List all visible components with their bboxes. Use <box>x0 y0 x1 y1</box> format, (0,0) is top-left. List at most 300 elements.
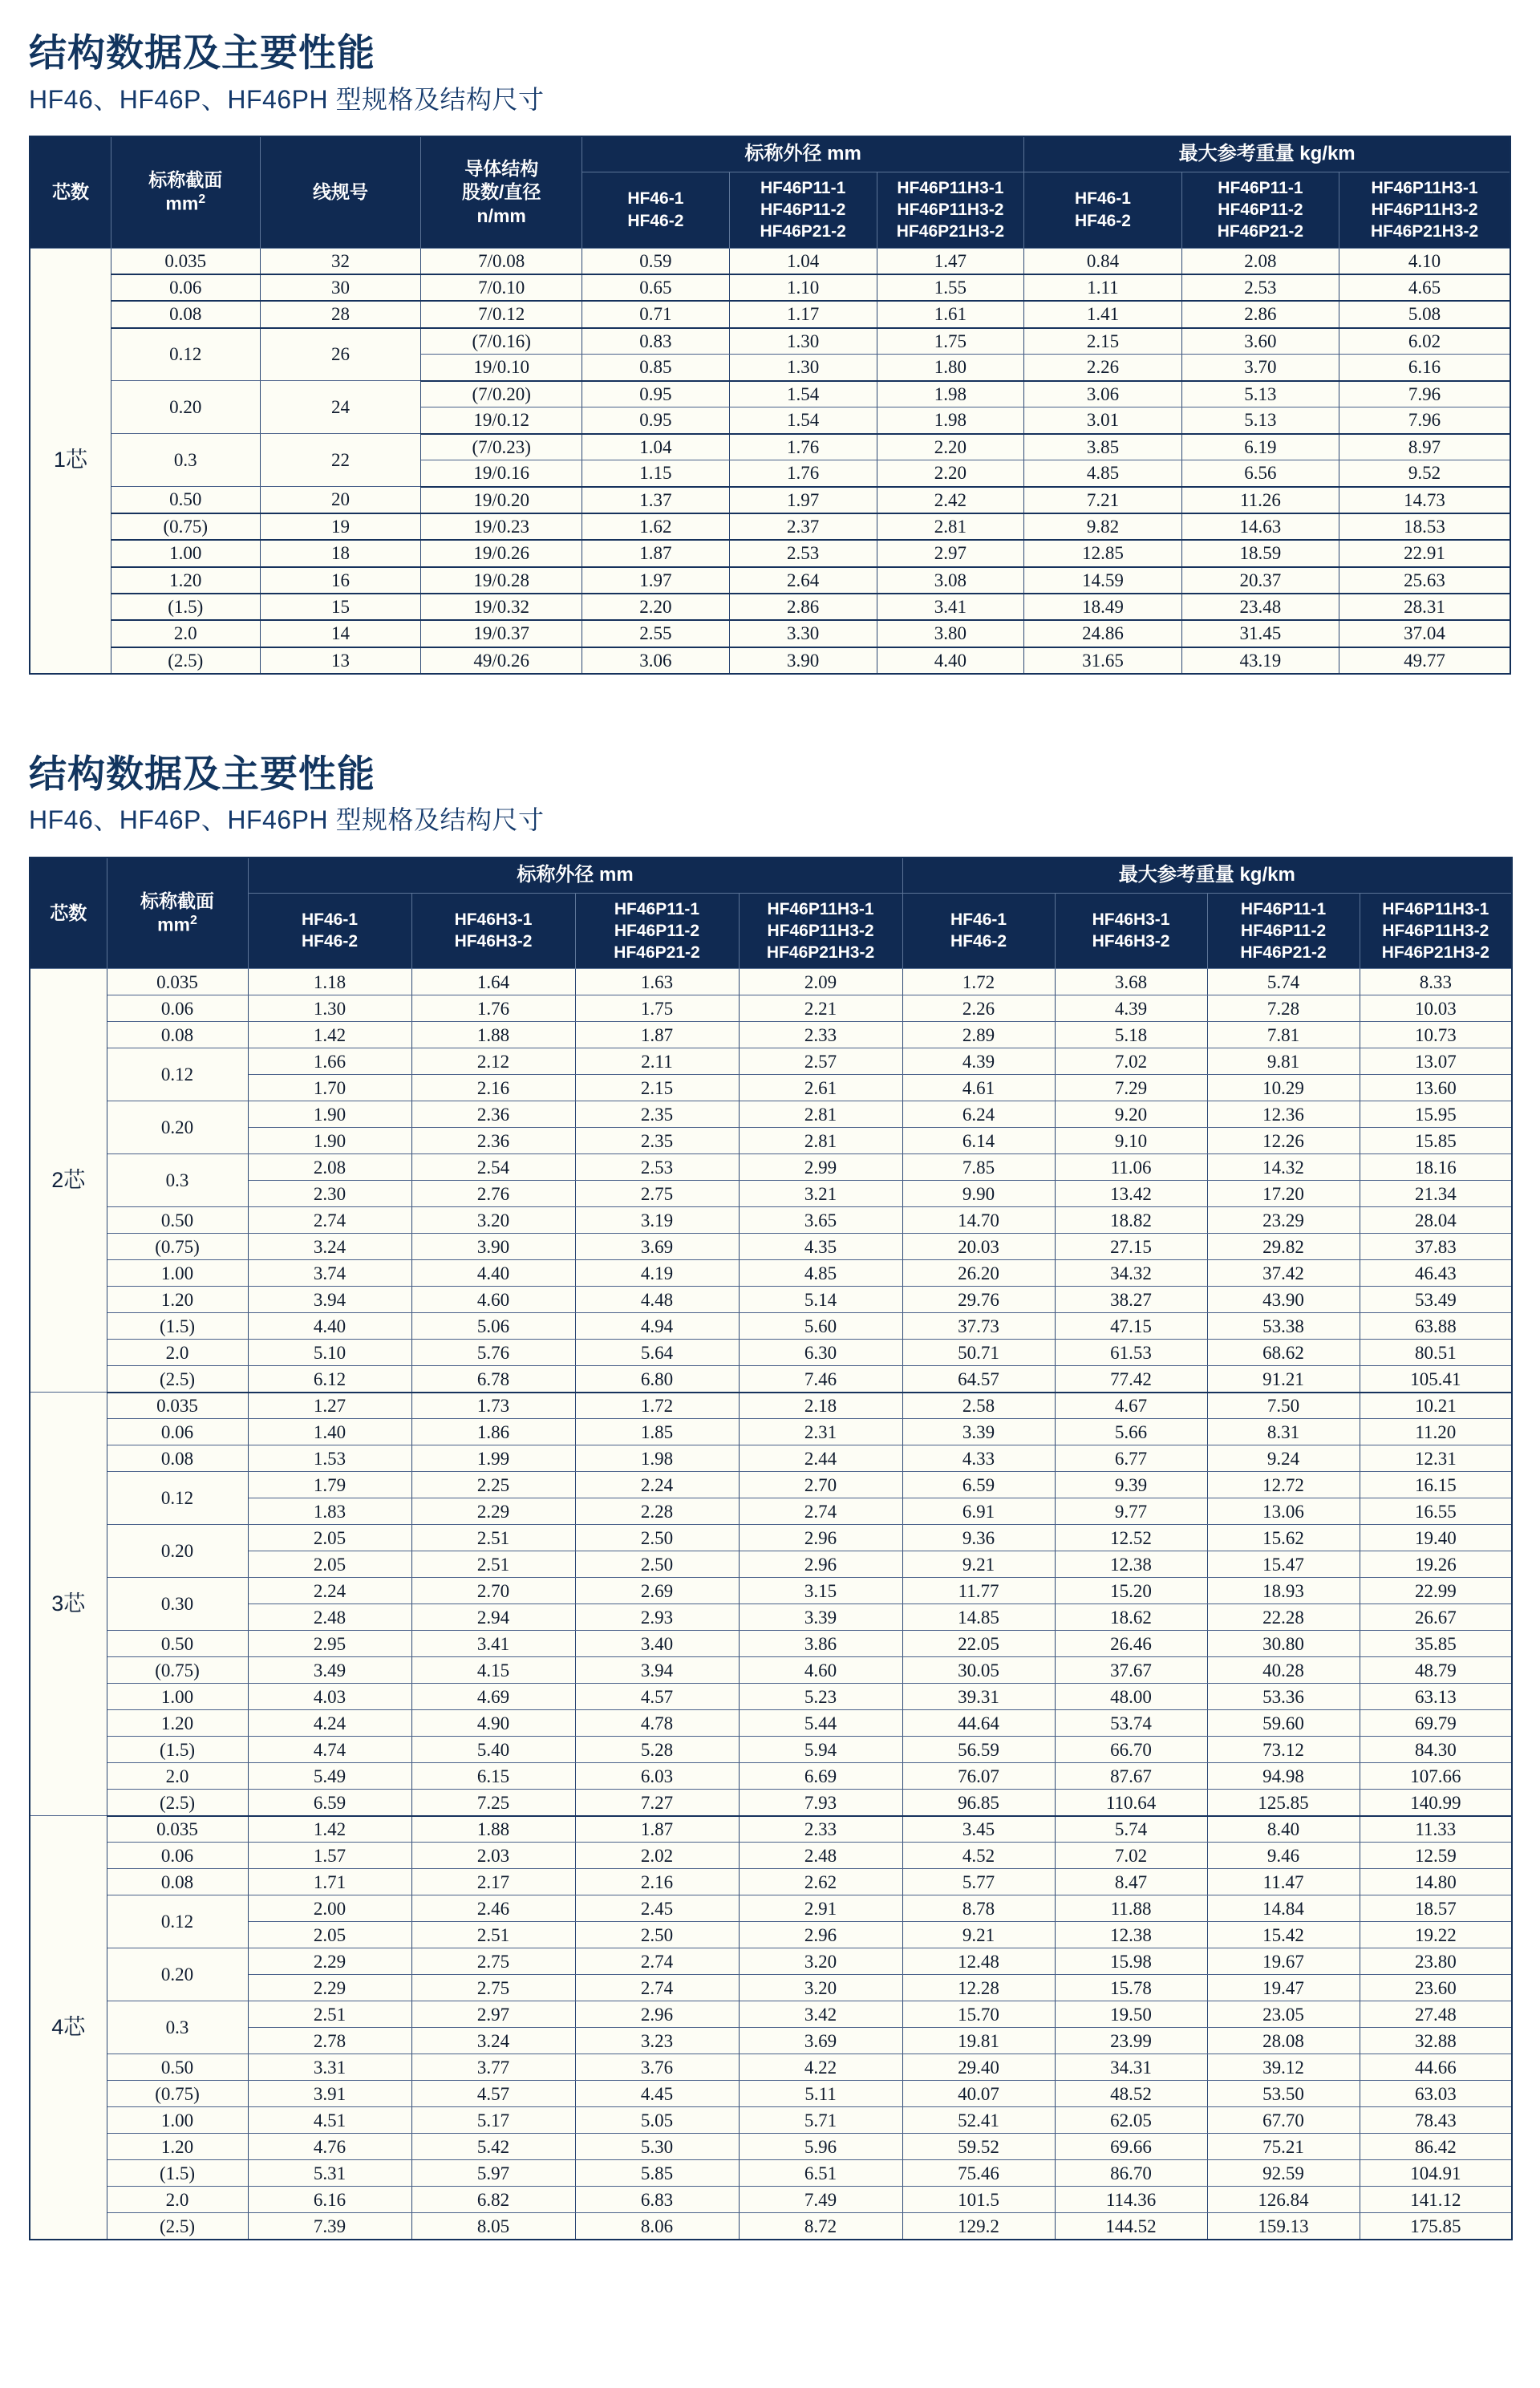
table-row <box>30 1551 1512 1578</box>
cell-weight-1: 3.06 <box>1024 381 1181 407</box>
cell-weight-1: 9.21 <box>902 1551 1055 1578</box>
cell-weight-2: 3.70 <box>1181 355 1339 381</box>
cell-weight-2: 61.53 <box>1055 1340 1207 1366</box>
cell-od-2: 2.70 <box>411 1578 575 1604</box>
cell-od-3: 2.93 <box>575 1604 739 1631</box>
cell-od-1: 2.51 <box>248 2001 411 2028</box>
cell-weight-2: 12.52 <box>1055 1525 1207 1551</box>
cell-weight-4: 105.41 <box>1360 1366 1512 1393</box>
th-od-col3-2 <box>575 893 739 969</box>
cell-weight-3: 7.50 <box>1207 1393 1360 1419</box>
cell-weight-2: 8.47 <box>1055 1869 1207 1895</box>
table-row <box>30 1975 1512 2001</box>
cell-od-1: 1.40 <box>248 1419 411 1445</box>
table-1-header-row-1 <box>30 136 1510 172</box>
cell-weight-2: 9.39 <box>1055 1472 1207 1498</box>
cell-weight-3: 5.74 <box>1207 969 1360 995</box>
spec-table-2 <box>29 857 1513 2240</box>
cell-weight-1: 9.90 <box>902 1181 1055 1207</box>
cell-od-2: 3.30 <box>729 620 877 647</box>
cell-od-3: 2.20 <box>877 434 1024 460</box>
cell-weight-1: 14.59 <box>1024 567 1181 594</box>
cell-od-3: 5.30 <box>575 2134 739 2160</box>
cell-weight-2: 23.99 <box>1055 2028 1207 2054</box>
table-row <box>30 2054 1512 2081</box>
cell-od-3: 1.98 <box>877 407 1024 434</box>
cell-weight-4: 80.51 <box>1360 1340 1512 1366</box>
cell-od-4: 4.85 <box>739 1260 902 1287</box>
cell-od-4: 3.20 <box>739 1975 902 2001</box>
cell-nominal-section: 2.0 <box>107 2187 248 2213</box>
cell-wire-gauge: 14 <box>260 620 421 647</box>
cell-weight-1: 50.71 <box>902 1340 1055 1366</box>
cell-od-1: 4.74 <box>248 1737 411 1763</box>
cell-od-4: 3.39 <box>739 1604 902 1631</box>
table-2-head <box>30 857 1512 969</box>
cell-od-3: 4.78 <box>575 1710 739 1737</box>
cell-weight-3: 18.93 <box>1207 1578 1360 1604</box>
cell-od-2: 2.46 <box>411 1895 575 1922</box>
cell-weight-2: 86.70 <box>1055 2160 1207 2187</box>
cell-od-3: 3.76 <box>575 2054 739 2081</box>
cell-weight-3: 8.31 <box>1207 1419 1360 1445</box>
cell-weight-2: 12.38 <box>1055 1551 1207 1578</box>
cell-od-1: 1.37 <box>582 487 730 513</box>
cell-nominal-section: 0.3 <box>107 2001 248 2054</box>
cell-od-3: 1.72 <box>575 1393 739 1419</box>
table-row <box>30 1790 1512 1816</box>
cell-nominal-section: (1.5) <box>111 594 260 620</box>
cell-od-1: 1.79 <box>248 1472 411 1498</box>
cell-weight-3: 59.60 <box>1207 1710 1360 1737</box>
table-row <box>30 2134 1512 2160</box>
cell-conductor-structure: 7/0.10 <box>421 274 582 301</box>
cell-weight-3: 91.21 <box>1207 1366 1360 1393</box>
cell-nominal-section: 0.08 <box>107 1869 248 1895</box>
cell-weight-2: 15.78 <box>1055 1975 1207 2001</box>
th-w-col3-models-1: HF46P11H3-1 HF46P11H3-2 HF46P21H3-2 <box>1370 178 1479 241</box>
cell-od-3: 1.87 <box>575 1816 739 1843</box>
cell-weight-1: 29.76 <box>902 1287 1055 1313</box>
cell-nominal-section: (2.5) <box>107 1366 248 1393</box>
cell-od-3: 8.06 <box>575 2213 739 2240</box>
cell-od-3: 2.11 <box>575 1048 739 1075</box>
cell-nominal-section: 0.08 <box>107 1022 248 1048</box>
cell-nominal-section: 0.06 <box>111 274 260 301</box>
cell-weight-1: 101.5 <box>902 2187 1055 2213</box>
cell-od-3: 2.74 <box>575 1948 739 1975</box>
cell-od-3: 3.41 <box>877 594 1024 620</box>
cell-weight-2: 5.66 <box>1055 1419 1207 1445</box>
cell-weight-2: 6.19 <box>1181 434 1339 460</box>
cell-od-2: 2.75 <box>411 1948 575 1975</box>
cell-weight-4: 11.33 <box>1360 1816 1512 1843</box>
cell-od-4: 6.69 <box>739 1763 902 1790</box>
cell-od-2: 2.12 <box>411 1048 575 1075</box>
cell-weight-3: 53.50 <box>1207 2081 1360 2107</box>
th-nominal-section-1 <box>111 136 260 248</box>
page-title-2: 结构数据及主要性能 <box>29 752 375 795</box>
cell-od-1: 1.90 <box>248 1101 411 1128</box>
cell-weight-2: 14.63 <box>1181 513 1339 540</box>
cell-od-4: 2.99 <box>739 1154 902 1181</box>
cell-weight-4: 44.66 <box>1360 2054 1512 2081</box>
section-2 <box>29 753 1511 2240</box>
cell-od-3: 1.80 <box>877 355 1024 381</box>
cell-weight-3: 23.05 <box>1207 2001 1360 2028</box>
cell-od-3: 1.98 <box>877 381 1024 407</box>
cell-weight-1: 2.26 <box>902 995 1055 1022</box>
cell-od-3: 1.47 <box>877 248 1024 274</box>
cell-weight-1: 3.85 <box>1024 434 1181 460</box>
cell-core-label: 1芯 <box>30 248 111 674</box>
cell-weight-3: 14.32 <box>1207 1154 1360 1181</box>
table-row <box>30 328 1510 355</box>
th-w-col2-models-1: HF46P11-1 HF46P11-2 HF46P21-2 <box>1217 178 1304 241</box>
cell-weight-1: 12.85 <box>1024 540 1181 566</box>
th-w-col1-1 <box>1024 172 1181 248</box>
cell-weight-2: 26.46 <box>1055 1631 1207 1657</box>
cell-od-3: 2.50 <box>575 1551 739 1578</box>
cell-od-4: 2.96 <box>739 1551 902 1578</box>
cell-od-4: 2.96 <box>739 1922 902 1948</box>
cell-weight-1: 39.31 <box>902 1684 1055 1710</box>
cell-od-3: 1.98 <box>575 1445 739 1472</box>
cell-weight-3: 73.12 <box>1207 1737 1360 1763</box>
cell-conductor-structure: (7/0.20) <box>421 381 582 407</box>
cell-nominal-section: 0.08 <box>111 301 260 327</box>
table-row <box>30 540 1510 566</box>
cell-od-2: 4.60 <box>411 1287 575 1313</box>
cell-od-1: 5.49 <box>248 1763 411 1790</box>
cell-od-1: 3.74 <box>248 1260 411 1287</box>
cell-weight-4: 21.34 <box>1360 1181 1512 1207</box>
cell-od-4: 5.94 <box>739 1737 902 1763</box>
th-nominal-section-unit-1: mm <box>165 193 199 215</box>
cell-od-1: 0.59 <box>582 248 730 274</box>
cell-weight-1: 96.85 <box>902 1790 1055 1816</box>
cell-weight-4: 11.20 <box>1360 1419 1512 1445</box>
cell-od-2: 5.97 <box>411 2160 575 2187</box>
cell-weight-1: 0.84 <box>1024 248 1181 274</box>
cell-od-2: 1.88 <box>411 1022 575 1048</box>
cell-weight-4: 19.40 <box>1360 1525 1512 1551</box>
cell-od-2: 5.76 <box>411 1340 575 1366</box>
cell-weight-3: 6.16 <box>1339 355 1510 381</box>
cell-conductor-structure: 7/0.12 <box>421 301 582 327</box>
cell-od-2: 4.15 <box>411 1657 575 1684</box>
cell-weight-1: 2.26 <box>1024 355 1181 381</box>
th-od-col1-1 <box>582 172 730 248</box>
cell-od-1: 0.71 <box>582 301 730 327</box>
cell-weight-3: 12.26 <box>1207 1128 1360 1154</box>
cell-weight-1: 3.45 <box>902 1816 1055 1843</box>
table-row <box>30 1366 1512 1393</box>
cell-od-1: 2.00 <box>248 1895 411 1922</box>
th-weight-group-1: 最大参考重量 kg/km <box>1024 136 1510 172</box>
cell-od-4: 7.49 <box>739 2187 902 2213</box>
cell-wire-gauge: 32 <box>260 248 421 274</box>
cell-core-label: 4芯 <box>30 1816 107 2240</box>
cell-nominal-section: (0.75) <box>107 1234 248 1260</box>
table-row <box>30 2028 1512 2054</box>
cell-weight-3: 49.77 <box>1339 647 1510 674</box>
cell-nominal-section: 0.035 <box>111 248 260 274</box>
cell-od-2: 6.78 <box>411 1366 575 1393</box>
cell-od-4: 4.22 <box>739 2054 902 2081</box>
cell-weight-3: 39.12 <box>1207 2054 1360 2081</box>
cell-nominal-section: 0.30 <box>107 1578 248 1631</box>
cell-od-1: 3.91 <box>248 2081 411 2107</box>
cell-od-1: 0.65 <box>582 274 730 301</box>
cell-nominal-section: 0.20 <box>107 1525 248 1578</box>
cell-od-1: 1.30 <box>248 995 411 1022</box>
table-row <box>30 1657 1512 1684</box>
cell-weight-2: 69.66 <box>1055 2134 1207 2160</box>
cell-od-1: 1.57 <box>248 1843 411 1869</box>
cell-od-3: 1.61 <box>877 301 1024 327</box>
cell-od-2: 1.64 <box>411 969 575 995</box>
cell-od-1: 7.39 <box>248 2213 411 2240</box>
cell-od-2: 1.54 <box>729 407 877 434</box>
cell-od-3: 3.19 <box>575 1207 739 1234</box>
cell-weight-2: 38.27 <box>1055 1287 1207 1313</box>
table-row <box>30 1869 1512 1895</box>
cell-weight-4: 26.67 <box>1360 1604 1512 1631</box>
table-row <box>30 1737 1512 1763</box>
table-row <box>30 594 1510 620</box>
cell-weight-2: 20.37 <box>1181 567 1339 594</box>
cell-od-3: 1.63 <box>575 969 739 995</box>
cell-weight-2: 114.36 <box>1055 2187 1207 2213</box>
cell-od-4: 8.72 <box>739 2213 902 2240</box>
cell-weight-2: 27.15 <box>1055 1234 1207 1260</box>
cell-od-1: 1.27 <box>248 1393 411 1419</box>
table-row <box>30 1948 1512 1975</box>
cell-weight-3: 75.21 <box>1207 2134 1360 2160</box>
cell-od-4: 6.30 <box>739 1340 902 1366</box>
cell-weight-4: 18.16 <box>1360 1154 1512 1181</box>
cell-weight-2: 66.70 <box>1055 1737 1207 1763</box>
cell-weight-1: 31.65 <box>1024 647 1181 674</box>
cell-od-2: 1.17 <box>729 301 877 327</box>
table-row <box>30 969 1512 995</box>
cell-od-1: 1.70 <box>248 1075 411 1101</box>
cell-od-2: 4.90 <box>411 1710 575 1737</box>
cell-od-2: 5.17 <box>411 2107 575 2134</box>
table-row <box>30 1472 1512 1498</box>
cell-weight-3: 12.72 <box>1207 1472 1360 1498</box>
cell-weight-3: 125.85 <box>1207 1790 1360 1816</box>
cell-od-2: 2.51 <box>411 1551 575 1578</box>
cell-weight-4: 23.80 <box>1360 1948 1512 1975</box>
cell-od-2: 1.04 <box>729 248 877 274</box>
cell-od-4: 2.61 <box>739 1075 902 1101</box>
table-row <box>30 995 1512 1022</box>
cell-weight-2: 87.67 <box>1055 1763 1207 1790</box>
cell-weight-1: 56.59 <box>902 1737 1055 1763</box>
cell-od-4: 5.96 <box>739 2134 902 2160</box>
table-row <box>30 1631 1512 1657</box>
cell-weight-3: 8.97 <box>1339 434 1510 460</box>
cell-od-3: 2.24 <box>575 1472 739 1498</box>
th-conductor-structure-1 <box>421 136 582 248</box>
cell-nominal-section: 0.3 <box>107 1154 248 1207</box>
cell-od-1: 6.12 <box>248 1366 411 1393</box>
cell-od-1: 0.95 <box>582 407 730 434</box>
cell-nominal-section: 0.06 <box>107 1419 248 1445</box>
table-row <box>30 1498 1512 1525</box>
cell-weight-2: 4.39 <box>1055 995 1207 1022</box>
cell-weight-2: 11.88 <box>1055 1895 1207 1922</box>
cell-wire-gauge: 16 <box>260 567 421 594</box>
cell-od-1: 2.20 <box>582 594 730 620</box>
cell-weight-4: 63.03 <box>1360 2081 1512 2107</box>
cell-od-3: 2.96 <box>575 2001 739 2028</box>
cell-od-3: 2.97 <box>877 540 1024 566</box>
cell-od-1: 2.55 <box>582 620 730 647</box>
cell-od-3: 5.05 <box>575 2107 739 2134</box>
cell-conductor-structure: 19/0.32 <box>421 594 582 620</box>
table-row <box>30 1260 1512 1287</box>
cell-weight-2: 5.74 <box>1055 1816 1207 1843</box>
cell-weight-3: 18.53 <box>1339 513 1510 540</box>
th-w-col3-1 <box>1339 172 1510 248</box>
cell-weight-3: 159.13 <box>1207 2213 1360 2240</box>
cell-nominal-section: 0.50 <box>107 1207 248 1234</box>
cell-weight-1: 3.01 <box>1024 407 1181 434</box>
cell-weight-4: 48.79 <box>1360 1657 1512 1684</box>
cell-weight-1: 12.48 <box>902 1948 1055 1975</box>
table-row <box>30 434 1510 460</box>
table-row <box>30 1207 1512 1234</box>
cell-weight-1: 9.21 <box>902 1922 1055 1948</box>
cell-weight-2: 48.52 <box>1055 2081 1207 2107</box>
cell-od-3: 4.48 <box>575 1287 739 1313</box>
cell-wire-gauge: 20 <box>260 487 421 513</box>
cell-od-1: 4.03 <box>248 1684 411 1710</box>
cell-weight-4: 37.83 <box>1360 1234 1512 1260</box>
cell-nominal-section: 2.0 <box>111 620 260 647</box>
cell-od-2: 2.36 <box>411 1101 575 1128</box>
cell-weight-2: 5.18 <box>1055 1022 1207 1048</box>
cell-weight-2: 11.06 <box>1055 1154 1207 1181</box>
cell-weight-2: 48.00 <box>1055 1684 1207 1710</box>
cell-weight-4: 10.73 <box>1360 1022 1512 1048</box>
cell-wire-gauge: 19 <box>260 513 421 540</box>
cell-od-1: 5.10 <box>248 1340 411 1366</box>
cell-weight-3: 37.42 <box>1207 1260 1360 1287</box>
cell-weight-4: 140.99 <box>1360 1790 1512 1816</box>
cell-weight-2: 110.64 <box>1055 1790 1207 1816</box>
cell-weight-4: 175.85 <box>1360 2213 1512 2240</box>
cell-od-4: 2.44 <box>739 1445 902 1472</box>
th-od-col1-2 <box>248 893 411 969</box>
cell-weight-2: 23.48 <box>1181 594 1339 620</box>
cell-nominal-section: 0.06 <box>107 995 248 1022</box>
th-nominal-section-sup-2: 2 <box>190 914 197 928</box>
cell-nominal-section: 2.0 <box>107 1340 248 1366</box>
cell-weight-3: 30.80 <box>1207 1631 1360 1657</box>
cell-weight-2: 31.45 <box>1181 620 1339 647</box>
cell-od-2: 2.53 <box>729 540 877 566</box>
cell-weight-1: 22.05 <box>902 1631 1055 1657</box>
cell-od-4: 5.11 <box>739 2081 902 2107</box>
cell-od-2: 2.37 <box>729 513 877 540</box>
cell-conductor-structure: 19/0.26 <box>421 540 582 566</box>
cell-od-1: 2.29 <box>248 1948 411 1975</box>
cell-od-1: 2.30 <box>248 1181 411 1207</box>
cell-od-3: 2.35 <box>575 1101 739 1128</box>
th-od-col2-2 <box>411 893 575 969</box>
table-2-body <box>30 969 1512 2240</box>
cell-weight-4: 15.85 <box>1360 1128 1512 1154</box>
table-row <box>30 1181 1512 1207</box>
cell-od-4: 2.18 <box>739 1393 902 1419</box>
cell-wire-gauge: 13 <box>260 647 421 674</box>
cell-weight-4: 141.12 <box>1360 2187 1512 2213</box>
cell-od-4: 2.81 <box>739 1101 902 1128</box>
cell-weight-1: 29.40 <box>902 2054 1055 2081</box>
cell-conductor-structure: 19/0.12 <box>421 407 582 434</box>
th-wire-gauge-1: 线规号 <box>260 136 421 248</box>
cell-od-3: 1.85 <box>575 1419 739 1445</box>
cell-od-4: 3.42 <box>739 2001 902 2028</box>
page-title-1: 结构数据及主要性能 <box>29 31 375 74</box>
cell-nominal-section: 1.00 <box>107 1260 248 1287</box>
cell-weight-4: 107.66 <box>1360 1763 1512 1790</box>
th-w-col3-models-2: HF46P11-1 HF46P11-2 HF46P21-2 <box>1240 899 1327 963</box>
cell-weight-3: 68.62 <box>1207 1340 1360 1366</box>
cell-od-1: 0.95 <box>582 381 730 407</box>
th-weight-group-2: 最大参考重量 kg/km <box>902 857 1512 893</box>
table-row <box>30 1154 1512 1181</box>
cell-weight-2: 19.50 <box>1055 2001 1207 2028</box>
cell-weight-2: 11.26 <box>1181 487 1339 513</box>
cell-od-3: 3.23 <box>575 2028 739 2054</box>
cell-od-4: 3.86 <box>739 1631 902 1657</box>
cell-od-4: 3.20 <box>739 1948 902 1975</box>
cell-od-3: 4.45 <box>575 2081 739 2107</box>
cell-weight-3: 9.46 <box>1207 1843 1360 1869</box>
cell-weight-4: 86.42 <box>1360 2134 1512 2160</box>
cell-weight-3: 25.63 <box>1339 567 1510 594</box>
th-w-col1-models-2: HF46-1 HF46-2 <box>950 910 1007 951</box>
cell-weight-2: 18.59 <box>1181 540 1339 566</box>
cell-od-3: 2.74 <box>575 1975 739 2001</box>
cell-nominal-section: (0.75) <box>107 1657 248 1684</box>
table-row <box>30 513 1510 540</box>
cell-weight-2: 3.60 <box>1181 328 1339 355</box>
cell-od-1: 4.40 <box>248 1313 411 1340</box>
cell-weight-4: 14.80 <box>1360 1869 1512 1895</box>
cell-nominal-section: 1.00 <box>111 540 260 566</box>
cell-od-2: 3.90 <box>411 1234 575 1260</box>
cell-od-1: 6.16 <box>248 2187 411 2213</box>
cell-weight-1: 26.20 <box>902 1260 1055 1287</box>
cell-weight-3: 7.96 <box>1339 381 1510 407</box>
cell-od-1: 4.24 <box>248 1710 411 1737</box>
cell-od-2: 2.17 <box>411 1869 575 1895</box>
cell-od-3: 6.83 <box>575 2187 739 2213</box>
cell-weight-3: 9.81 <box>1207 1048 1360 1075</box>
th-outer-diameter-group-2: 标称外径 mm <box>248 857 902 893</box>
table-2-header-row-2 <box>30 893 1512 969</box>
cell-nominal-section: 2.0 <box>107 1763 248 1790</box>
cell-weight-3: 19.67 <box>1207 1948 1360 1975</box>
cell-od-2: 2.75 <box>411 1975 575 2001</box>
table-row <box>30 1843 1512 1869</box>
